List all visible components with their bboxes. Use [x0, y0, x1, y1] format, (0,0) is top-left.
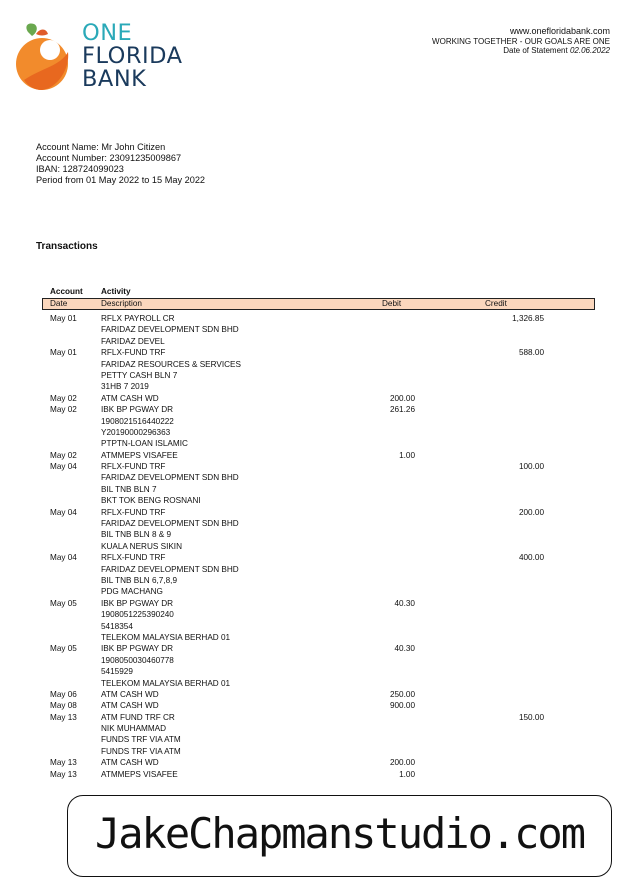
row-description: FARIDAZ DEVELOPMENT SDN BHD: [101, 325, 239, 335]
row-debit: 261.26: [389, 405, 415, 415]
table-row: [0, 324, 629, 335]
row-description: 1908050030460778: [101, 655, 174, 665]
row-description: ATM FUND TRF CR: [101, 712, 175, 722]
row-description: ATM CASH WD: [101, 758, 159, 768]
column-header-debit: Debit: [382, 299, 402, 308]
bank-tagline: WORKING TOGETHER - OUR GOALS ARE ONE: [432, 36, 610, 46]
table-row: [0, 336, 629, 347]
table-row: [0, 313, 629, 324]
row-description: 5418354: [101, 621, 133, 631]
row-debit: 200.00: [389, 393, 415, 403]
row-date: May 13: [50, 758, 77, 768]
table-row: [0, 655, 629, 666]
table-row: [0, 461, 629, 472]
row-date: May 04: [50, 462, 77, 472]
row-description: 1908021516440222: [101, 416, 174, 426]
row-date: May 02: [50, 393, 77, 403]
row-description: FARIDAZ DEVELOPMENT SDN BHD: [101, 473, 239, 483]
account-number: Account Number: 23091235009867: [36, 153, 182, 163]
row-credit: 1,326.85: [512, 314, 544, 323]
table-row: [0, 621, 629, 632]
table-row: [0, 347, 629, 358]
row-date: May 01: [50, 348, 77, 358]
row-debit: 1.00: [399, 450, 415, 460]
table-row: [0, 746, 629, 757]
orange-fruit-icon: [14, 22, 76, 94]
row-description: FARIDAZ DEVELOPMENT SDN BHD: [101, 519, 239, 529]
row-date: May 13: [50, 769, 77, 779]
row-date: May 02: [50, 405, 77, 415]
row-description: ATM CASH WD: [101, 701, 159, 711]
row-description: ATM CASH WD: [101, 689, 159, 699]
row-description: BIL TNB BLN 6,7,8,9: [101, 575, 178, 585]
bank-logo: [14, 22, 194, 94]
table-row: [0, 723, 629, 734]
row-description: RFLX-FUND TRF: [101, 553, 166, 563]
table-row: [0, 541, 629, 552]
table-row: [0, 416, 629, 427]
row-date: May 04: [50, 553, 77, 563]
row-description: FARIDAZ RESOURCES & SERVICES: [101, 359, 241, 369]
table-row: [0, 370, 629, 381]
table-row: [0, 700, 629, 711]
table-row: [0, 381, 629, 392]
row-description: PTPTN-LOAN ISLAMIC: [101, 439, 188, 449]
table-row: [0, 404, 629, 415]
row-description: FARIDAZ DEVELOPMENT SDN BHD: [101, 564, 239, 574]
table-row: [0, 472, 629, 483]
transactions-table: [0, 313, 629, 780]
row-description: 31HB 7 2019: [101, 382, 149, 392]
row-credit: 100.00: [518, 462, 544, 472]
row-description: ATMMEPS VISAFEE: [101, 450, 178, 460]
table-row: [0, 484, 629, 495]
table-row: [0, 757, 629, 768]
watermark-text: JakeChapmanstudio.com: [94, 809, 584, 858]
row-date: May 06: [50, 689, 77, 699]
table-row: [0, 678, 629, 689]
table-row: [0, 769, 629, 780]
brand-line-bank: BANK: [82, 66, 147, 92]
statement-period: Period from 01 May 2022 to 15 May 2022: [36, 175, 206, 185]
table-row: [0, 552, 629, 563]
row-description: IBK BP PGWAY DR: [101, 644, 174, 654]
table-row: [0, 666, 629, 677]
row-description: RFLX-FUND TRF: [101, 462, 166, 472]
row-debit: 40.30: [394, 644, 415, 654]
row-date: May 01: [50, 314, 77, 323]
table-row: [0, 734, 629, 745]
row-credit: 200.00: [518, 507, 544, 517]
row-description: IBK BP PGWAY DR: [101, 405, 174, 415]
brand-wordmark: [82, 22, 182, 91]
row-description: Y20190000296363: [101, 427, 171, 437]
statement-date-label: Date of Statement: [503, 46, 568, 55]
row-date: May 02: [50, 450, 77, 460]
row-description: BIL TNB BLN 8 & 9: [101, 530, 172, 540]
table-row: [0, 586, 629, 597]
statement-header: [432, 27, 610, 56]
table-row: [0, 393, 629, 404]
row-description: 1908051225390240: [101, 610, 174, 620]
statement-date-value: 02.06.2022: [569, 46, 610, 55]
row-date: May 04: [50, 507, 77, 517]
table-row: [0, 359, 629, 370]
row-description: BKT TOK BENG ROSNANI: [101, 496, 201, 506]
table-row: [0, 564, 629, 575]
row-description: BIL TNB BLN 7: [101, 484, 157, 494]
row-date: May 05: [50, 644, 77, 654]
row-description: PDG MACHANG: [101, 587, 163, 597]
row-description: FUNDS TRF VIA ATM: [101, 746, 181, 756]
row-description: RFLX-FUND TRF: [101, 507, 166, 517]
group-header-activity: Activity: [101, 287, 131, 296]
table-row: [0, 438, 629, 449]
row-debit: 200.00: [389, 758, 415, 768]
table-row: [0, 518, 629, 529]
row-debit: 250.00: [389, 689, 415, 699]
row-debit: 1.00: [399, 769, 415, 779]
account-details: [36, 142, 205, 186]
table-row: [0, 427, 629, 438]
row-description: FARIDAZ DEVEL: [101, 336, 165, 346]
account-name: Account Name: Mr John Citizen: [36, 142, 166, 152]
watermark-box: [67, 795, 612, 877]
row-description: KUALA NERUS SIKIN: [101, 541, 182, 551]
row-description: RFLX-FUND TRF: [101, 348, 166, 358]
column-header-description: Description: [101, 299, 142, 308]
table-row: [0, 507, 629, 518]
row-debit: 40.30: [394, 598, 415, 608]
table-row: [0, 643, 629, 654]
account-iban: IBAN: 128724099023: [36, 164, 124, 174]
row-date: May 05: [50, 598, 77, 608]
table-row: [0, 450, 629, 461]
row-description: IBK BP PGWAY DR: [101, 598, 174, 608]
row-description: TELEKOM MALAYSIA BERHAD 01: [101, 632, 231, 642]
table-row: [0, 712, 629, 723]
row-date: May 08: [50, 701, 77, 711]
row-description: PETTY CASH BLN 7: [101, 370, 178, 380]
column-header-credit: Credit: [485, 299, 507, 308]
row-credit: 588.00: [518, 348, 544, 358]
row-description: ATMMEPS VISAFEE: [101, 769, 178, 779]
row-credit: 400.00: [518, 553, 544, 563]
row-credit: 150.00: [518, 712, 544, 722]
bank-website: www.onefloridabank.com: [509, 26, 610, 36]
table-row: [0, 575, 629, 586]
row-description: NIK MUHAMMAD: [101, 724, 167, 734]
row-description: FUNDS TRF VIA ATM: [101, 735, 181, 745]
table-row: [0, 689, 629, 700]
statement-date-line: [432, 46, 610, 56]
row-description: ATM CASH WD: [101, 393, 159, 403]
row-debit: 900.00: [389, 701, 415, 711]
row-description: 5415929: [101, 667, 133, 677]
row-description: TELEKOM MALAYSIA BERHAD 01: [101, 678, 231, 688]
table-row: [0, 598, 629, 609]
table-row: [0, 632, 629, 643]
table-row: [0, 609, 629, 620]
table-row: [0, 495, 629, 506]
row-date: May 13: [50, 712, 77, 722]
brand-line-florida: FLORIDA: [82, 43, 183, 69]
group-header-account: Account: [50, 287, 83, 296]
brand-line-one: ONE: [82, 20, 133, 46]
table-row: [0, 529, 629, 540]
row-description: RFLX PAYROLL CR: [101, 314, 175, 323]
column-header-date: Date: [50, 299, 68, 308]
section-title: Transactions: [36, 241, 98, 252]
column-header-bar: [42, 298, 595, 310]
